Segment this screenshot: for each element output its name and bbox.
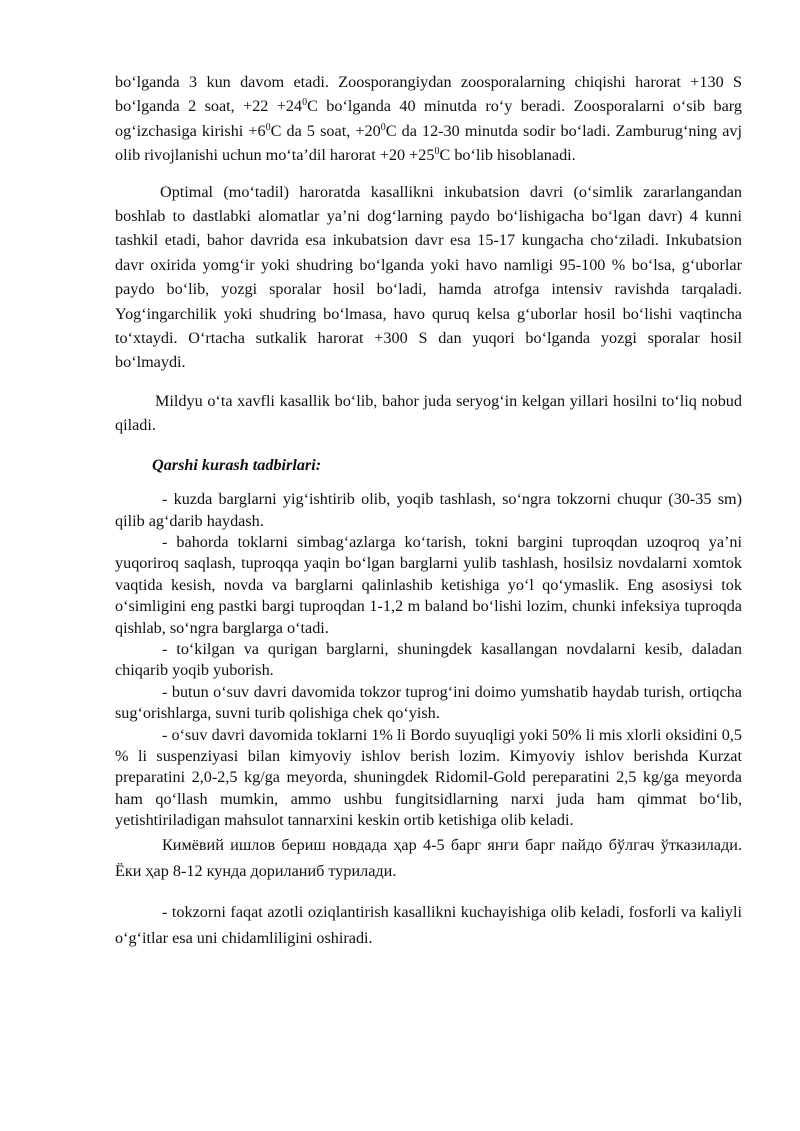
section-heading: Qarshi kurash tadbirlari:: [152, 455, 322, 474]
text-run: bo‘lganda 3 kun davom etadi. Zoosporangiydan zoosporalarning chiqishi harorat +130 S bo‘lganda 2 soat, +22 +24: [115, 73, 742, 116]
list-item: - bahorda toklarni simbag‘azlarga ko‘tarish, tokni bargini tuproqdan uzoqroq ya’ni yuqoriroq saqlash, tuproqqa yaqin bo‘lgan barglarni yulib tashlash, hosilsiz novdalarni xomtok vaqtida kesish, novda va barglarni qalinlashib ketishiga yo‘l qo‘ymaslik. Eng asosiysi tok o‘simligini eng pastki bargi tuproqdan 1-1,2 m baland bo‘lishi lozim, chunki infeksiya tuproqda qishlab, so‘ngra barglarga o‘tadi.: [115, 532, 742, 637]
text-run: C da 5 soat, +20: [270, 121, 381, 140]
text-run: C bo‘lib hisoblanadi.: [439, 146, 576, 165]
text-run: C da 12-30 minutda sodir bo‘ladi. Zamburug‘ning avj olib rivojlanishi uchun mo‘ta’dil harorat +20 +25: [115, 121, 743, 165]
paragraph-mildew: Mildyu o‘ta xavfli kasallik bo‘lib, bahor juda seryog‘in kelgan yillari hosilni to‘liq nobud qiladi.: [115, 391, 742, 435]
document-page: [115, 70, 742, 951]
text-run: C bo‘lganda 40 minutda ro‘y beradi. Zoosporalarni o‘sib barg og‘izchasiga kirishi +6: [115, 97, 742, 140]
paragraph-temperature: [115, 70, 742, 168]
list-item: - to‘kilgan va qurigan barglarni, shuningdek kasallangan novdalarni kesib, daladan chiqarib yoqib yuborish.: [115, 639, 742, 680]
list-item: - butun o‘suv davri davomida tokzor tuprog‘ini doimo yumshatib haydab turish, ortiqcha sug‘orishlarga, suvni turib qolishiga chek qo‘yish.: [115, 682, 742, 723]
paragraph-fertilizer: - tokzorni faqat azotli oziqlantirish kasallikni kuchayishiga olib keladi, fosforli va kaliyli o‘g‘itlar esa uni chidamliligini oshiradi.: [115, 902, 742, 947]
paragraph-cyrillic: Кимёвий ишлов бериш новдада ҳар 4-5 барг янги барг пайдо бўлгач ўтказилади. Ёки ҳар 8-12 кунда дориланиб турилади.: [115, 835, 742, 880]
list-item: - kuzda barglarni yig‘ishtirib olib, yoqib tashlash, so‘ngra tokzorni chuqur (30-35 sm) qilib ag‘darib haydash.: [115, 490, 742, 530]
paragraph-incubation: Optimal (mo‘tadil) haroratda kasallikni inkubatsion davri (o‘simlik zararlangandan boshlab to dastlabki alomatlar ya’ni dog‘larning paydo bo‘lishigacha bo‘lgan davr) 4 kunni tashkil etadi, bahor davrida esa inkubatsion davr esa 15-17 kungacha cho‘ziladi. Inkubatsion davr oxirida yomg‘ir yoki shudring bo‘lganda yoki havo namligi 95-100 % bo‘lsa, g‘uborlar paydo bo‘lib, yozgi sporalar hosil bo‘ladi, hamda atrofga intensiv ravishda tarqaladi. Yog‘ingarchilik yoki shudring bo‘lmasa, havo quruq kelsa g‘uborlar hosil bo‘lishi vaqtincha to‘xtaydi. O‘rtacha sutkalik harorat +300 S dan yuqori bo‘lganda yozgi sporalar hosil bo‘lmaydi.: [115, 182, 742, 372]
degree-mark: 0: [265, 121, 271, 133]
degree-mark: 0: [302, 97, 308, 109]
list-item: - o‘suv davri davomida toklarni 1% li Bordo suyuqligi yoki 50% li mis xlorli oksidini 0,5 % li suspenziyasi bilan kimyoviy ishlov berish lozim. Kimyoviy ishlov berishda Kurzat preparatini 2,0-2,5 kg/ga meyorda, shuningdek Ridomil-Gold pereparatini 2,5 kg/ga meyorda ham qo‘llash mumkin, ammo ushbu fungitsidlarning narxi juda ham qimmat bo‘lib, yetishtiriladigan mahsulot tannarxini keskin ortib ketishiga olib keladi.: [115, 725, 742, 830]
degree-mark: 0: [434, 146, 440, 158]
degree-mark: 0: [380, 121, 386, 133]
